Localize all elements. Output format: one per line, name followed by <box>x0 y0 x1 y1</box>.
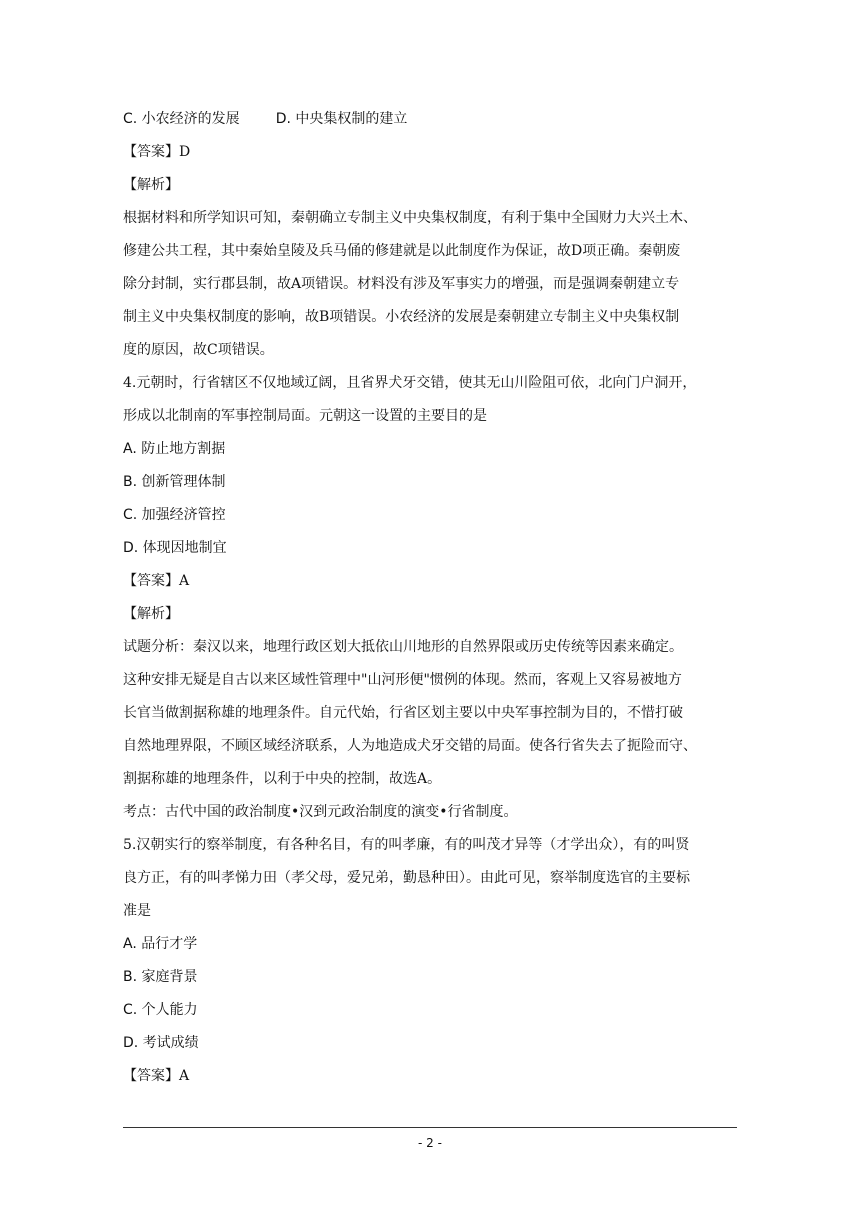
q5-option-a: A. 品行才学 <box>123 936 198 952</box>
q4-analysis-line: 割据称雄的地理条件，以利于中央的控制，故选A。 <box>123 771 442 787</box>
q5-stem-line: 良方正，有的叫孝悌力田（孝父母，爱兄弟，勤恳种田）。由此可见，察举制度选官的主要标 <box>123 870 690 886</box>
q5-option-d: D. 考试成绩 <box>123 1035 199 1051</box>
q4-option-c: C. 加强经济管控 <box>123 507 226 523</box>
q3-option-c: C. 小农经济的发展 <box>123 111 240 127</box>
q5-option-c: C. 个人能力 <box>123 1002 198 1018</box>
q3-analysis-line: 除分封制，实行郡县制，故A项错误。材料没有涉及军事实力的增强，而是强调秦朝建立专 <box>123 276 680 292</box>
q3-analysis-label: 【解析】 <box>123 177 179 193</box>
q4-stem-line: 形成以北制南的军事控制局面。元朝这一设置的主要目的是 <box>123 408 487 424</box>
q4-analysis-line: 试题分析：秦汉以来，地理行政区划大抵依山川地形的自然界限或历史传统等因素来确定。 <box>123 639 683 655</box>
q4-option-d: D. 体现因地制宜 <box>123 540 227 556</box>
q5-answer: 【答案】A <box>123 1068 190 1084</box>
page-content <box>123 103 743 1093</box>
q3-analysis-line: 修建公共工程，其中秦始皇陵及兵马俑的修建就是以此制度作为保证，故D项正确。秦朝废 <box>123 243 681 259</box>
q5-stem-line: 5.汉朝实行的察举制度，有各种名目，有的叫孝廉，有的叫茂才异等（才学出众），有的叫贤 <box>123 837 690 853</box>
q4-option-b: B. 创新管理体制 <box>123 474 226 490</box>
q5-option-b: B. 家庭背景 <box>123 969 198 985</box>
q3-analysis-line: 度的原因，故C项错误。 <box>123 342 274 358</box>
q4-analysis-line: 自然地理界限，不顾区域经济联系，人为地造成犬牙交错的局面。使各行省失去了扼险而守、 <box>123 738 697 754</box>
page-number: - 2 - <box>418 1136 442 1150</box>
q3-answer: 【答案】D <box>123 144 191 160</box>
q4-option-a: A. 防止地方割据 <box>123 441 226 457</box>
q4-analysis-line: 长官当做割据称雄的地理条件。自元代始，行省区划主要以中央军事控制为目的，不惜打破 <box>123 705 683 721</box>
q4-analysis-label: 【解析】 <box>123 606 179 622</box>
q3-option-d: D. 中央集权制的建立 <box>275 111 408 127</box>
q4-key-point: 考点：古代中国的政治制度•汉到元政治制度的演变•行省制度。 <box>123 804 518 820</box>
q3-analysis-line: 制主义中央集权制度的影响，故B项错误。小农经济的发展是秦朝建立专制主义中央集权制 <box>123 309 680 325</box>
q3-analysis-line: 根据材料和所学知识可知，秦朝确立专制主义中央集权制度，有利于集中全国财力大兴土木、 <box>123 210 697 226</box>
footer-divider <box>123 1127 737 1128</box>
q4-analysis-line: 这种安排无疑是自古以来区域性管理中"山河形便"惯例的体现。然而，客观上又容易被地方 <box>123 672 682 688</box>
q4-answer: 【答案】A <box>123 573 190 589</box>
q3-options-row <box>123 103 743 136</box>
q5-stem-line: 准是 <box>123 903 151 919</box>
q4-stem-line: 4.元朝时，行省辖区不仅地域辽阔，且省界犬牙交错，使其无山川险阻可依，北向门户洞开， <box>123 375 697 391</box>
